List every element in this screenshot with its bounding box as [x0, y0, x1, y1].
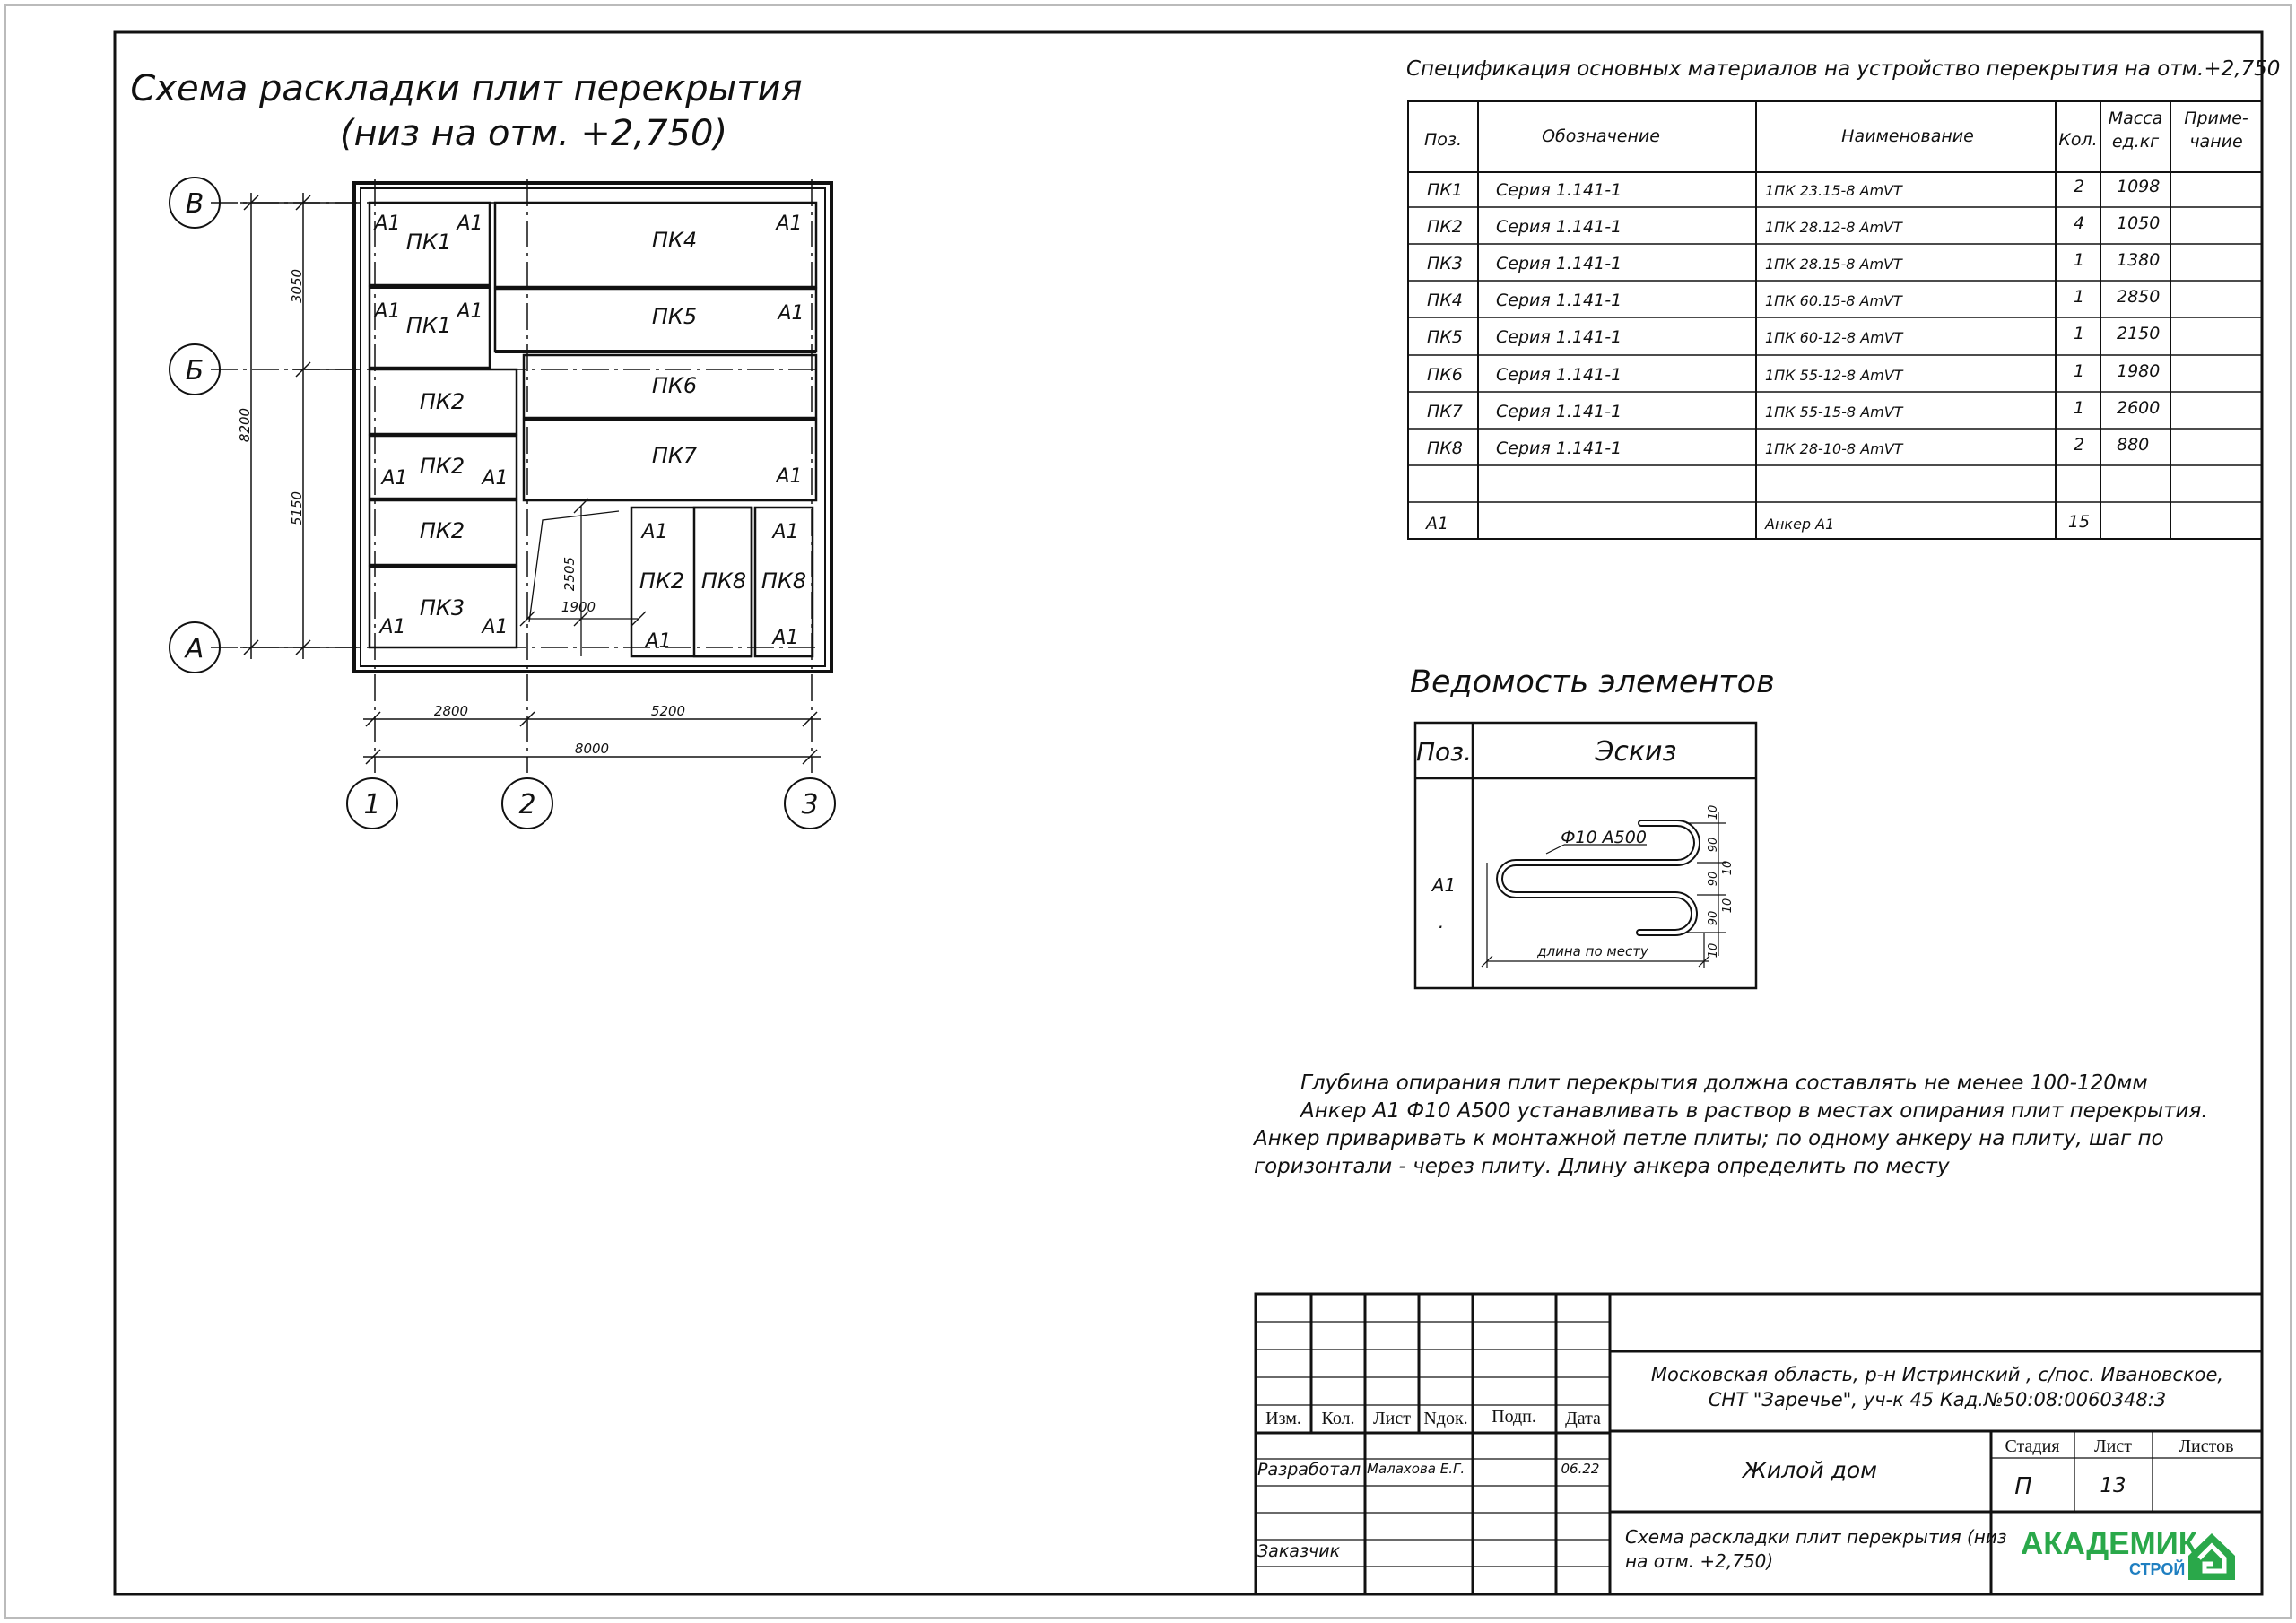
anchor-label: А1 — [482, 616, 509, 638]
anchor-label: А1 — [645, 630, 672, 653]
vedomost-pos: А1 — [1431, 874, 1457, 896]
spec-anchor-naim: Анкер А1 — [1765, 516, 1835, 533]
stamp-address2: СНТ "Заречье", уч-к 45 Кад.№50:08:0060348:3 — [1708, 1389, 2167, 1410]
logo-text-main: АКАДЕМИК — [2021, 1526, 2198, 1561]
spec-cell-mass: 2600 — [2117, 398, 2161, 418]
spec-cell-pos: ПК5 — [1427, 327, 1463, 347]
slab-label-pk8-b: ПК8 — [761, 568, 807, 594]
anchor-label: А1 — [772, 521, 799, 543]
title-block — [1256, 1294, 2262, 1594]
stamp-list-no: 13 — [2100, 1474, 2126, 1497]
spec-cell-oboz: Серия 1.141-1 — [1496, 402, 1622, 421]
inner-frame — [115, 32, 2262, 1594]
stamp-object: Жилой дом — [1742, 1457, 1878, 1483]
anchor-label: А1 — [374, 300, 401, 323]
spec-cell-pos: ПК6 — [1427, 365, 1463, 385]
stamp-author: Малахова Е.Г. — [1367, 1461, 1465, 1477]
stamp-address1: Московская область, р-н Истринский , с/пос. Ивановское, — [1650, 1364, 2224, 1385]
spec-cell-oboz: Серия 1.141-1 — [1496, 327, 1622, 347]
vedomost-bar-label: Ф10 А500 — [1561, 828, 1647, 847]
spec-anchor-pos: А1 — [1426, 514, 1449, 534]
general-notes — [1252, 1072, 2208, 1178]
slab-label-pk1-bottom: ПК1 — [405, 313, 452, 338]
spec-cell-naim: 1ПК 23.15-8 AmVT — [1765, 182, 1902, 199]
stamp-sheet-title2: на отм. +2,750) — [1625, 1550, 1774, 1572]
spec-cell-oboz: Серия 1.141-1 — [1496, 291, 1622, 310]
dim-5150: 5150 — [289, 490, 305, 526]
slab-label-pk1-top: ПК1 — [405, 230, 452, 255]
spec-title: Спецификация основных материалов на устройство перекрытия на отм.+2,750 — [1406, 57, 2281, 81]
note-line3: Анкер приваривать к монтажной петле плиты; по одному анкеру на плиту, шаг по — [1254, 1127, 2164, 1150]
sketch-dim-10: 10 — [1707, 804, 1720, 820]
slab-label-pk8-a: ПК8 — [700, 568, 747, 594]
spec-cell-pos: ПК4 — [1427, 291, 1463, 310]
sketch-dim-10: 10 — [1721, 898, 1735, 914]
spec-cell-naim: 1ПК 28-10-8 AmVT — [1765, 440, 1903, 457]
spec-header-naim: Наименование — [1841, 126, 1974, 146]
spec-cell-oboz: Серия 1.141-1 — [1496, 438, 1622, 458]
slab-label-pk2-b: ПК2 — [419, 454, 465, 479]
stamp-sheet-title1: Схема раскладки плит перекрытия (низ — [1625, 1526, 2007, 1548]
anchor-label: А1 — [641, 521, 668, 543]
spec-cell-pos: ПК1 — [1427, 180, 1463, 200]
dim-2800: 2800 — [433, 703, 469, 719]
sketch-dim-10: 10 — [1721, 860, 1735, 876]
spec-cell-pos: ПК2 — [1427, 217, 1463, 237]
stamp-izm: Изм. — [1265, 1409, 1301, 1428]
anchor-label: А1 — [381, 467, 408, 490]
spec-cell-naim: 1ПК 28.15-8 AmVT — [1765, 256, 1902, 273]
spec-header-pos: Поз. — [1423, 130, 1463, 150]
note-line2: Анкер А1 Ф10 А500 устанавливать в раствор в местах опирания плит перекрытия. — [1300, 1099, 2208, 1123]
spec-cell-pos: ПК8 — [1427, 438, 1463, 458]
slab-label-pk5: ПК5 — [651, 304, 698, 329]
spec-cell-kol: 2 — [2073, 435, 2085, 455]
spec-cell-mass: 1098 — [2117, 177, 2161, 196]
spec-header-massa2: ед.кг — [2111, 132, 2160, 152]
stamp-list: Лист — [1373, 1409, 1411, 1428]
anchor-label: А1 — [776, 213, 803, 235]
dim-2505: 2505 — [561, 556, 578, 592]
elements-schedule — [1410, 664, 1775, 988]
company-logo — [2021, 1526, 2235, 1580]
slab-layout — [370, 203, 816, 656]
spec-cell-kol: 4 — [2073, 213, 2085, 233]
spec-cell-mass: 1380 — [2117, 250, 2161, 270]
spec-header-prim1: Приме- — [2184, 108, 2248, 128]
anchor-label: А1 — [374, 213, 401, 235]
stamp-listov-header: Листов — [2179, 1436, 2234, 1456]
anchor-label: А1 — [776, 465, 803, 488]
slab-label-pk2-a: ПК2 — [419, 389, 465, 414]
spec-cell-naim: 1ПК 28.12-8 AmVT — [1765, 219, 1902, 236]
spec-cell-kol: 1 — [2073, 250, 2085, 270]
logo-text-sub: СТРОЙ — [2129, 1560, 2186, 1578]
stamp-razrabotal: Разработал — [1257, 1460, 1361, 1480]
spec-cell-kol: 1 — [2073, 324, 2085, 343]
stamp-ndok: Nдок. — [1423, 1409, 1468, 1428]
spec-cell-naim: 1ПК 60.15-8 AmVT — [1765, 292, 1902, 309]
dim-1900: 1900 — [561, 599, 596, 615]
axis-bubbles — [170, 178, 835, 829]
vedomost-header-sketch: Эскиз — [1595, 736, 1677, 768]
anchor-label: А1 — [482, 467, 509, 490]
dim-8200: 8200 — [237, 407, 253, 443]
spec-cell-kol: 1 — [2073, 361, 2085, 381]
spec-cell-naim: 1ПК 55-15-8 AmVT — [1765, 404, 1903, 421]
spec-cell-mass: 1980 — [2117, 361, 2161, 381]
sketch-dim-90: 90 — [1707, 871, 1720, 887]
specification-table — [1406, 57, 2280, 539]
note-line4: горизонтали - через плиту. Длину анкера определить по месту — [1254, 1155, 1950, 1178]
spec-cell-mass: 880 — [2117, 435, 2150, 455]
spec-header-massa1: Масса — [2108, 108, 2163, 128]
stamp-list-header: Лист — [2094, 1436, 2132, 1456]
spec-cell-oboz: Серия 1.141-1 — [1496, 217, 1622, 237]
sketch-dim-90: 90 — [1707, 837, 1720, 853]
slab-label-pk6: ПК6 — [651, 373, 698, 398]
stamp-zakazchik: Заказчик — [1257, 1541, 1341, 1561]
anchor-sketch — [1482, 805, 1735, 968]
spec-cell-naim: 1ПК 55-12-8 AmVT — [1765, 367, 1903, 384]
vedomost-title: Ведомость элементов — [1410, 664, 1775, 700]
vedomost-length-label: длина по месту — [1537, 943, 1648, 959]
spec-cell-oboz: Серия 1.141-1 — [1496, 254, 1622, 273]
stamp-stadiya-header: Стадия — [2005, 1436, 2060, 1456]
spec-cell-oboz: Серия 1.141-1 — [1496, 365, 1622, 385]
spec-cell-mass: 2150 — [2117, 324, 2161, 343]
vedomost-header-pos: Поз. — [1416, 737, 1472, 767]
spec-cell-kol: 1 — [2073, 398, 2085, 418]
slab-label-pk4: ПК4 — [651, 228, 698, 253]
spec-cell-oboz: Серия 1.141-1 — [1496, 180, 1622, 200]
plan-title-line1: Схема раскладки плит перекрытия — [130, 68, 803, 109]
axis-label-a: А — [185, 633, 204, 664]
vertical-dimensions — [240, 193, 357, 659]
spec-header-kol: Кол. — [2058, 130, 2098, 150]
spec-cell-mass: 2850 — [2117, 287, 2161, 307]
dim-5200: 5200 — [650, 703, 686, 719]
axis-label-2: 2 — [518, 789, 536, 820]
anchor-label: А1 — [379, 616, 406, 638]
stamp-kol: Кол. — [1321, 1409, 1355, 1428]
anchor-label: А1 — [457, 300, 483, 323]
spec-cell-pos: ПК7 — [1427, 402, 1463, 421]
spec-header-prim2: чание — [2189, 132, 2243, 152]
stamp-data: Дата — [1565, 1409, 1601, 1428]
note-line1: Глубина опирания плит перекрытия должна составлять не менее 100-120мм — [1300, 1072, 2148, 1095]
anchor-label: А1 — [778, 302, 804, 325]
axis-label-1: 1 — [363, 789, 381, 820]
spec-cell-naim: 1ПК 60-12-8 AmVT — [1765, 329, 1903, 346]
dim-8000: 8000 — [574, 741, 610, 757]
anchor-label: А1 — [772, 627, 799, 649]
floor-plan — [130, 68, 835, 829]
spec-header-oboz: Обозначение — [1542, 126, 1660, 146]
anchor-label: А1 — [457, 213, 483, 235]
axis-label-3: 3 — [801, 789, 819, 820]
slab-label-pk3: ПК3 — [419, 595, 465, 621]
slab-label-pk2-d: ПК2 — [639, 568, 685, 594]
stamp-stadiya: П — [2014, 1473, 2032, 1500]
stamp-podp: Подп. — [1492, 1407, 1536, 1427]
stamp-date: 06.22 — [1561, 1461, 1600, 1477]
slab-label-pk7: ПК7 — [651, 443, 698, 468]
axis-label-b: Б — [185, 355, 204, 386]
spec-cell-mass: 1050 — [2117, 213, 2161, 233]
spec-cell-kol: 1 — [2073, 287, 2085, 307]
sketch-dim-10: 10 — [1707, 942, 1720, 959]
plan-title-line2: (низ на отм. +2,750) — [339, 113, 728, 154]
vedomost-dot: . — [1438, 911, 1445, 933]
spec-anchor-kol: 15 — [2067, 512, 2091, 532]
slab-label-pk2-c: ПК2 — [419, 518, 465, 543]
spec-cell-kol: 2 — [2073, 177, 2085, 196]
dim-3050: 3050 — [289, 268, 305, 304]
spec-cell-pos: ПК3 — [1427, 254, 1463, 273]
axis-label-v: В — [185, 188, 204, 220]
sketch-dim-90: 90 — [1707, 910, 1720, 926]
